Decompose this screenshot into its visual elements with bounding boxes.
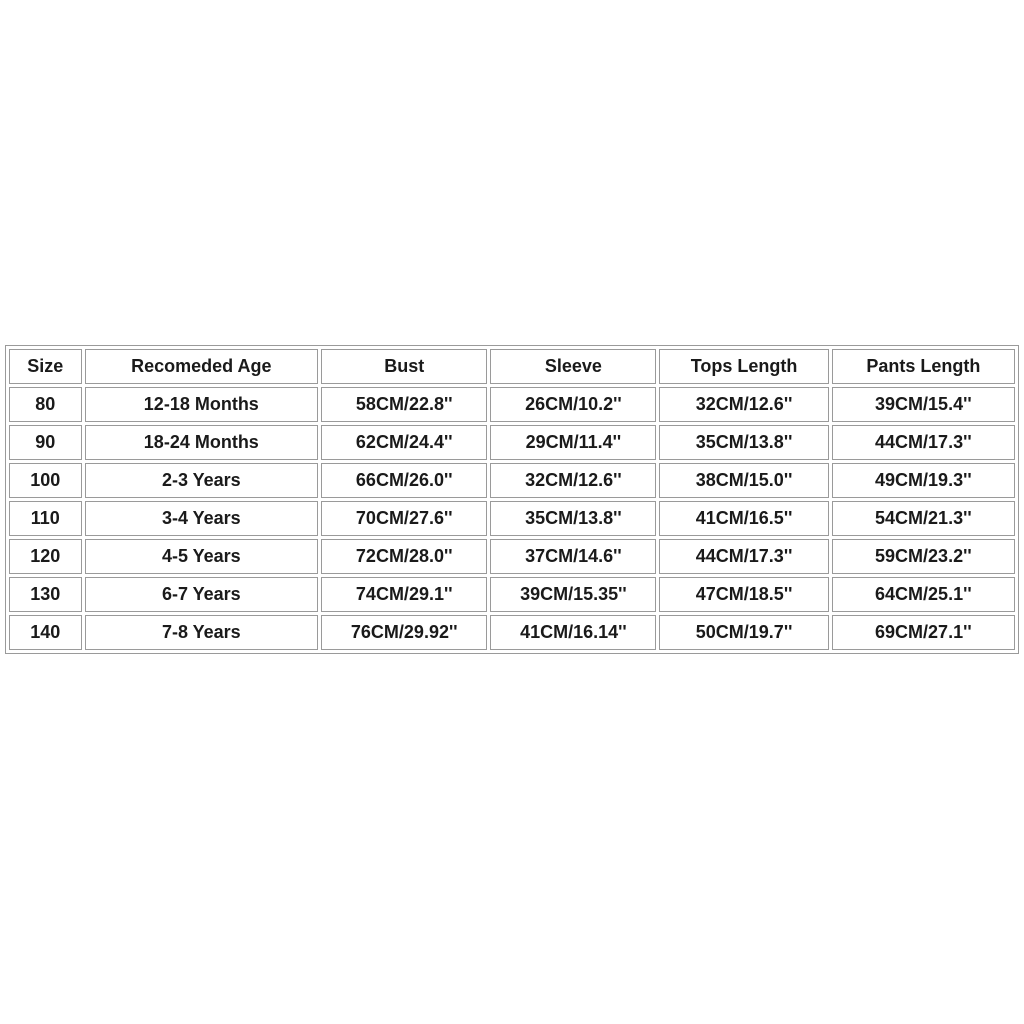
cell-age: 3-4 Years xyxy=(85,501,319,536)
cell-size: 90 xyxy=(9,425,82,460)
cell-tops-length: 47CM/18.5'' xyxy=(659,577,828,612)
header-tops-length: Tops Length xyxy=(659,349,828,384)
cell-pants-length: 44CM/17.3'' xyxy=(832,425,1015,460)
table-row xyxy=(9,387,1015,422)
header-sleeve: Sleeve xyxy=(490,349,656,384)
cell-age: 4-5 Years xyxy=(85,539,319,574)
cell-size: 140 xyxy=(9,615,82,650)
cell-pants-length: 59CM/23.2'' xyxy=(832,539,1015,574)
cell-sleeve: 39CM/15.35'' xyxy=(490,577,656,612)
header-bust: Bust xyxy=(321,349,487,384)
size-chart-table xyxy=(5,345,1019,654)
header-age: Recomeded Age xyxy=(85,349,319,384)
cell-age: 6-7 Years xyxy=(85,577,319,612)
cell-sleeve: 41CM/16.14'' xyxy=(490,615,656,650)
cell-pants-length: 39CM/15.4'' xyxy=(832,387,1015,422)
cell-size: 80 xyxy=(9,387,82,422)
cell-pants-length: 69CM/27.1'' xyxy=(832,615,1015,650)
cell-sleeve: 26CM/10.2'' xyxy=(490,387,656,422)
cell-age: 12-18 Months xyxy=(85,387,319,422)
cell-tops-length: 35CM/13.8'' xyxy=(659,425,828,460)
cell-bust: 58CM/22.8'' xyxy=(321,387,487,422)
table-row xyxy=(9,501,1015,536)
cell-size: 100 xyxy=(9,463,82,498)
cell-pants-length: 64CM/25.1'' xyxy=(832,577,1015,612)
cell-pants-length: 54CM/21.3'' xyxy=(832,501,1015,536)
cell-size: 130 xyxy=(9,577,82,612)
cell-sleeve: 32CM/12.6'' xyxy=(490,463,656,498)
cell-size: 110 xyxy=(9,501,82,536)
cell-age: 18-24 Months xyxy=(85,425,319,460)
cell-bust: 74CM/29.1'' xyxy=(321,577,487,612)
cell-age: 2-3 Years xyxy=(85,463,319,498)
cell-pants-length: 49CM/19.3'' xyxy=(832,463,1015,498)
header-size: Size xyxy=(9,349,82,384)
table-row xyxy=(9,615,1015,650)
table-row xyxy=(9,463,1015,498)
cell-sleeve: 37CM/14.6'' xyxy=(490,539,656,574)
table-header-row xyxy=(9,349,1015,384)
cell-tops-length: 32CM/12.6'' xyxy=(659,387,828,422)
cell-age: 7-8 Years xyxy=(85,615,319,650)
cell-bust: 70CM/27.6'' xyxy=(321,501,487,536)
cell-tops-length: 38CM/15.0'' xyxy=(659,463,828,498)
cell-bust: 62CM/24.4'' xyxy=(321,425,487,460)
table-row xyxy=(9,577,1015,612)
cell-sleeve: 29CM/11.4'' xyxy=(490,425,656,460)
table-row xyxy=(9,539,1015,574)
cell-sleeve: 35CM/13.8'' xyxy=(490,501,656,536)
cell-tops-length: 41CM/16.5'' xyxy=(659,501,828,536)
cell-size: 120 xyxy=(9,539,82,574)
cell-bust: 72CM/28.0'' xyxy=(321,539,487,574)
cell-tops-length: 44CM/17.3'' xyxy=(659,539,828,574)
header-pants-length: Pants Length xyxy=(832,349,1015,384)
cell-tops-length: 50CM/19.7'' xyxy=(659,615,828,650)
cell-bust: 66CM/26.0'' xyxy=(321,463,487,498)
cell-bust: 76CM/29.92'' xyxy=(321,615,487,650)
table-row xyxy=(9,425,1015,460)
